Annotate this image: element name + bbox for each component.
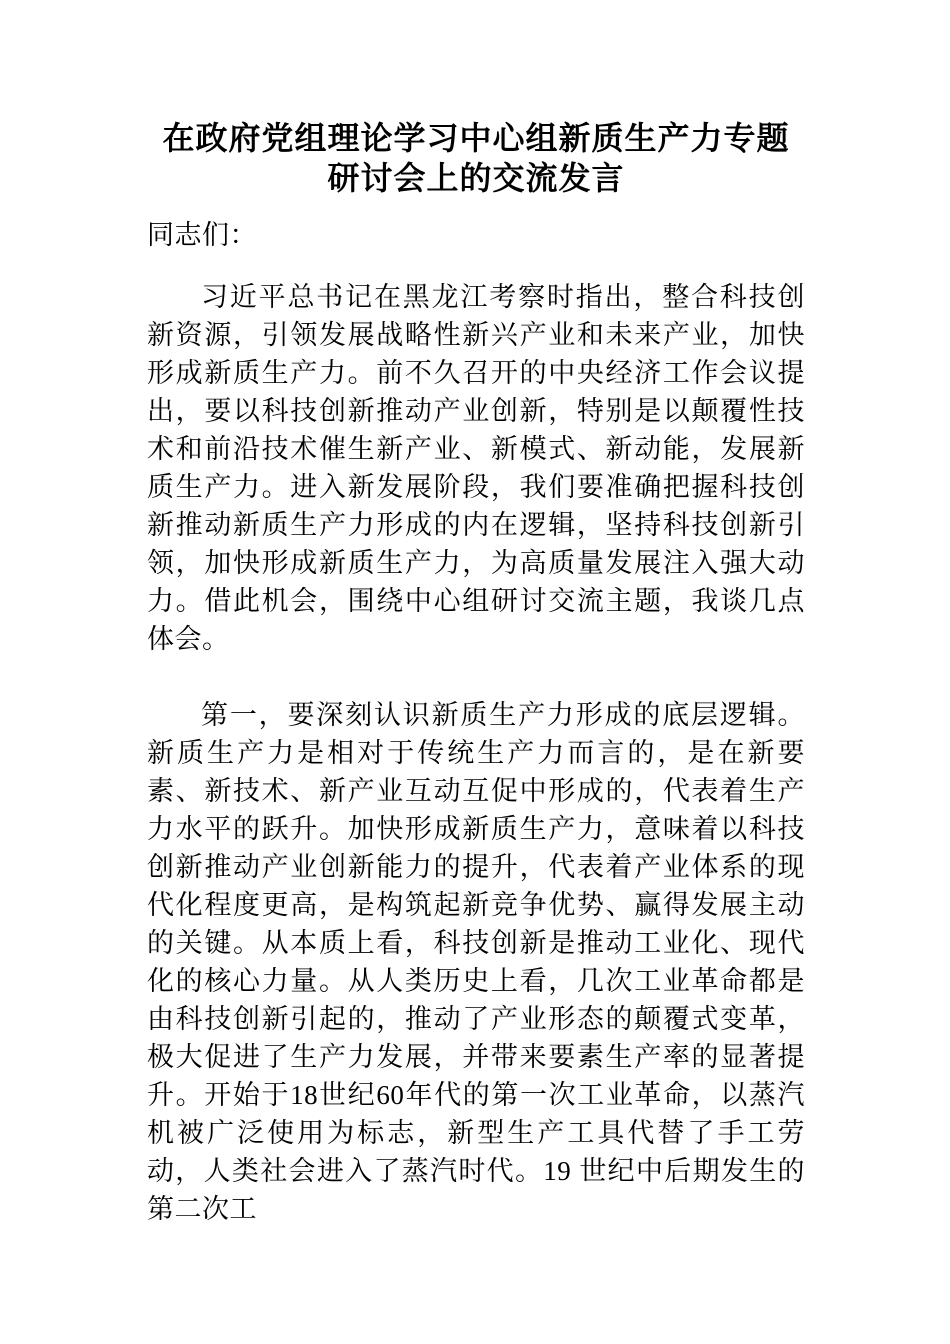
paragraph-intro: 习近平总书记在黑龙江考察时指出，整合科技创新资源，引领发展战略性新兴产业和未来产业，加快形成新质生产力。前不久召开的中央经济工作会议提出，要以科技创新推动产业创新，特别是以颠覆性技术和前沿技术催生新产业、新模式、新动能，发展新质生产力。进入新发展阶段，我们要准确把握科技创新推动新质生产力形成的内在逻辑，坚持科技创新引领，加快形成新质生产力，为高质量发展注入强大动力。借此机会，围绕中心组研讨交流主题，我谈几点体会。 [147,282,805,654]
document-title-line-1: 在政府党组理论学习中心组新质生产力专题 [162,120,790,156]
paragraph-point-one: 第一，要深刻认识新质生产力形成的底层逻辑。新质生产力是相对于传统生产力而言的，是在新要素、新技术、新产业互动互促中形成的，代表着生产力水平的跃升。加快形成新质生产力，意味着以科技创新推动产业创新能力的提升，代表着产业体系的现代化程度更高，是构筑起新竞争优势、赢得发展主动的关键。从本质上看，科技创新是推动工业化、现代化的核心力量。从人类历史上看，几次工业革命都是由科技创新引起的，推动了产业形态的颠覆式变革，极大促进了生产力发展，并带来要素生产率的显著提升。开始于18世纪60年代的第一次工业革命，以蒸汽机被广泛使用为标志，新型生产工具代替了手工劳动，人类社会进入了蒸汽时代。19 世纪中后期发生的第二次工 [147,700,805,1224]
document-title-line-2: 研讨会上的交流发言 [327,160,625,196]
salutation: 同志们： [147,220,257,250]
document-title [147,118,805,198]
